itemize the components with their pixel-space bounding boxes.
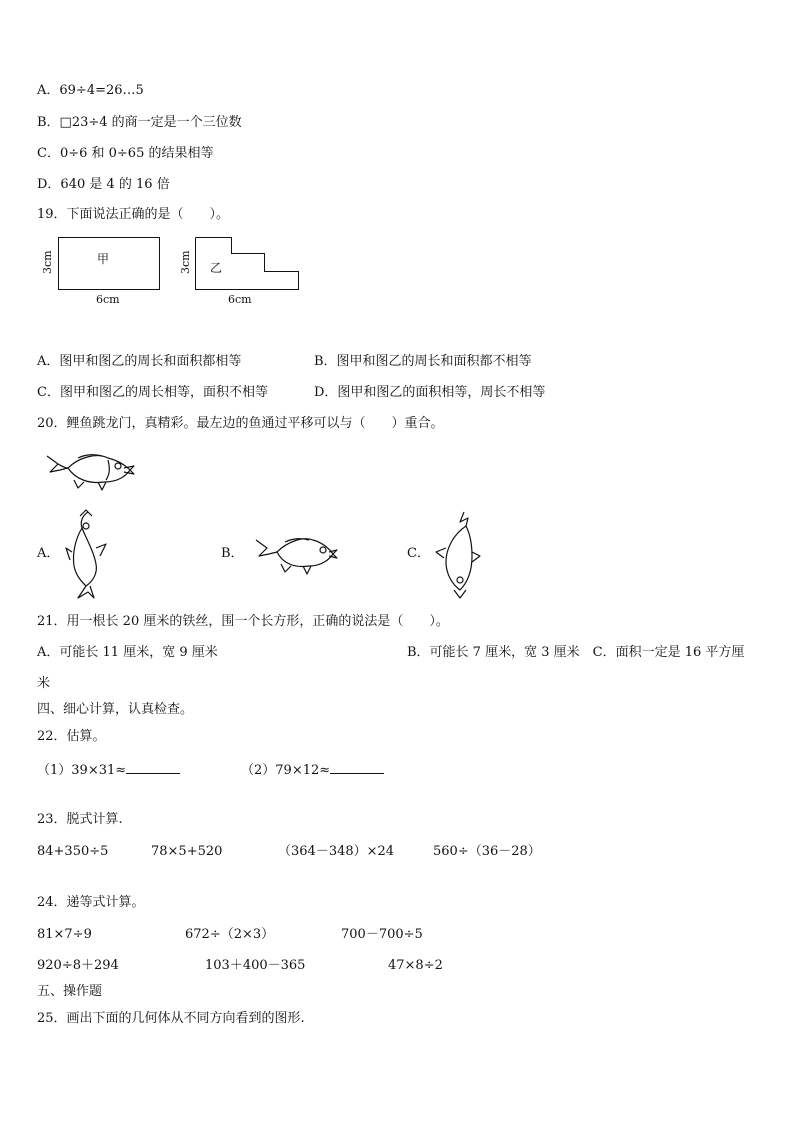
q24-row2-expr-2: 103＋400－365 [205,958,306,973]
q20-option-c-label: C． [407,546,430,561]
q21-option-c-continued: 米 [37,676,51,691]
q19-stem: 19．下面说法正确的是（ ）。 [37,207,230,222]
figure-jia-width-label: 6cm [96,293,120,306]
q23-expr-4: 560÷（36－28） [433,844,541,859]
figure-yi [178,233,308,313]
q20-option-b-label: B． [221,546,244,561]
q22-item-1-blank[interactable] [126,761,180,774]
q22-item-2 [241,761,384,779]
section-4-title: 四、细心计算，认真检查。 [37,702,194,717]
section-5-title: 五、操作题 [37,984,103,999]
q22-item-1 [37,761,180,779]
figure-jia-label: 甲 [97,252,110,266]
q25-stem: 25．画出下面的几何体从不同方向看到的图形. [37,1011,305,1026]
q22-stem: 22．估算。 [37,729,106,744]
q21-option-bc: B．可能长 7 厘米，宽 3 厘米 C．面积一定是 16 平方厘 [407,645,745,660]
fish-option-b-image [253,530,339,576]
q24-row1-expr-1: 81×7÷9 [37,927,92,942]
q18-option-b: B．□23÷4 的商一定是一个三位数 [37,115,242,130]
q23-expr-1: 84+350÷5 [37,844,109,859]
q20-stem: 20．鲤鱼跳龙门，真精彩。最左边的鱼通过平移可以与（ ）重合。 [37,416,444,431]
fish-option-a-image [60,508,112,600]
q24-row2-expr-3: 47×8÷2 [388,958,443,973]
q19-option-d: D．图甲和图乙的面积相等，周长不相等 [314,385,546,400]
figure-yi-width-label: 6cm [228,293,252,306]
q21-option-a: A．可能长 11 厘米，宽 9 厘米 [37,645,218,660]
figure-yi-height-label: 3cm [179,250,192,274]
q24-row1-expr-2: 672÷（2×3） [185,927,275,942]
q23-expr-2: 78×5+520 [151,844,223,859]
q18-option-c: C．0÷6 和 0÷65 的结果相等 [37,146,214,161]
figure-yi-label: 乙 [210,261,223,275]
q19-option-a: A．图甲和图乙的周长和面积都相等 [37,354,242,369]
q20-option-a-label: A． [37,546,60,561]
q23-stem: 23．脱式计算. [37,812,123,827]
q24-row2-expr-1: 920÷8＋294 [37,958,119,973]
figure-jia [40,233,170,313]
q18-option-d: D．640 是 4 的 16 倍 [37,177,170,192]
q22-item-1-text: （1）39×31≈ [37,763,127,778]
fish-option-c-image [430,508,484,600]
staircase-shape [178,233,308,293]
figure-jia-height-label: 3cm [41,250,54,274]
q19-option-c: C．图甲和图乙的周长相等，面积不相等 [37,385,268,400]
q23-expr-3: （364－348）×24 [278,844,395,859]
q18-option-a: A．69÷4=26…5 [37,83,144,98]
q21-stem: 21．用一根长 20 厘米的铁丝，围一个长方形，正确的说法是（ ）。 [37,614,449,629]
q24-stem: 24．递等式计算。 [37,895,145,910]
q22-item-2-blank[interactable] [330,761,384,774]
q19-option-b: B．图甲和图乙的周长和面积都不相等 [314,354,532,369]
q22-item-2-text: （2）79×12≈ [241,763,331,778]
fish-reference-image [44,448,136,492]
q24-row1-expr-3: 700－700÷5 [341,927,423,942]
